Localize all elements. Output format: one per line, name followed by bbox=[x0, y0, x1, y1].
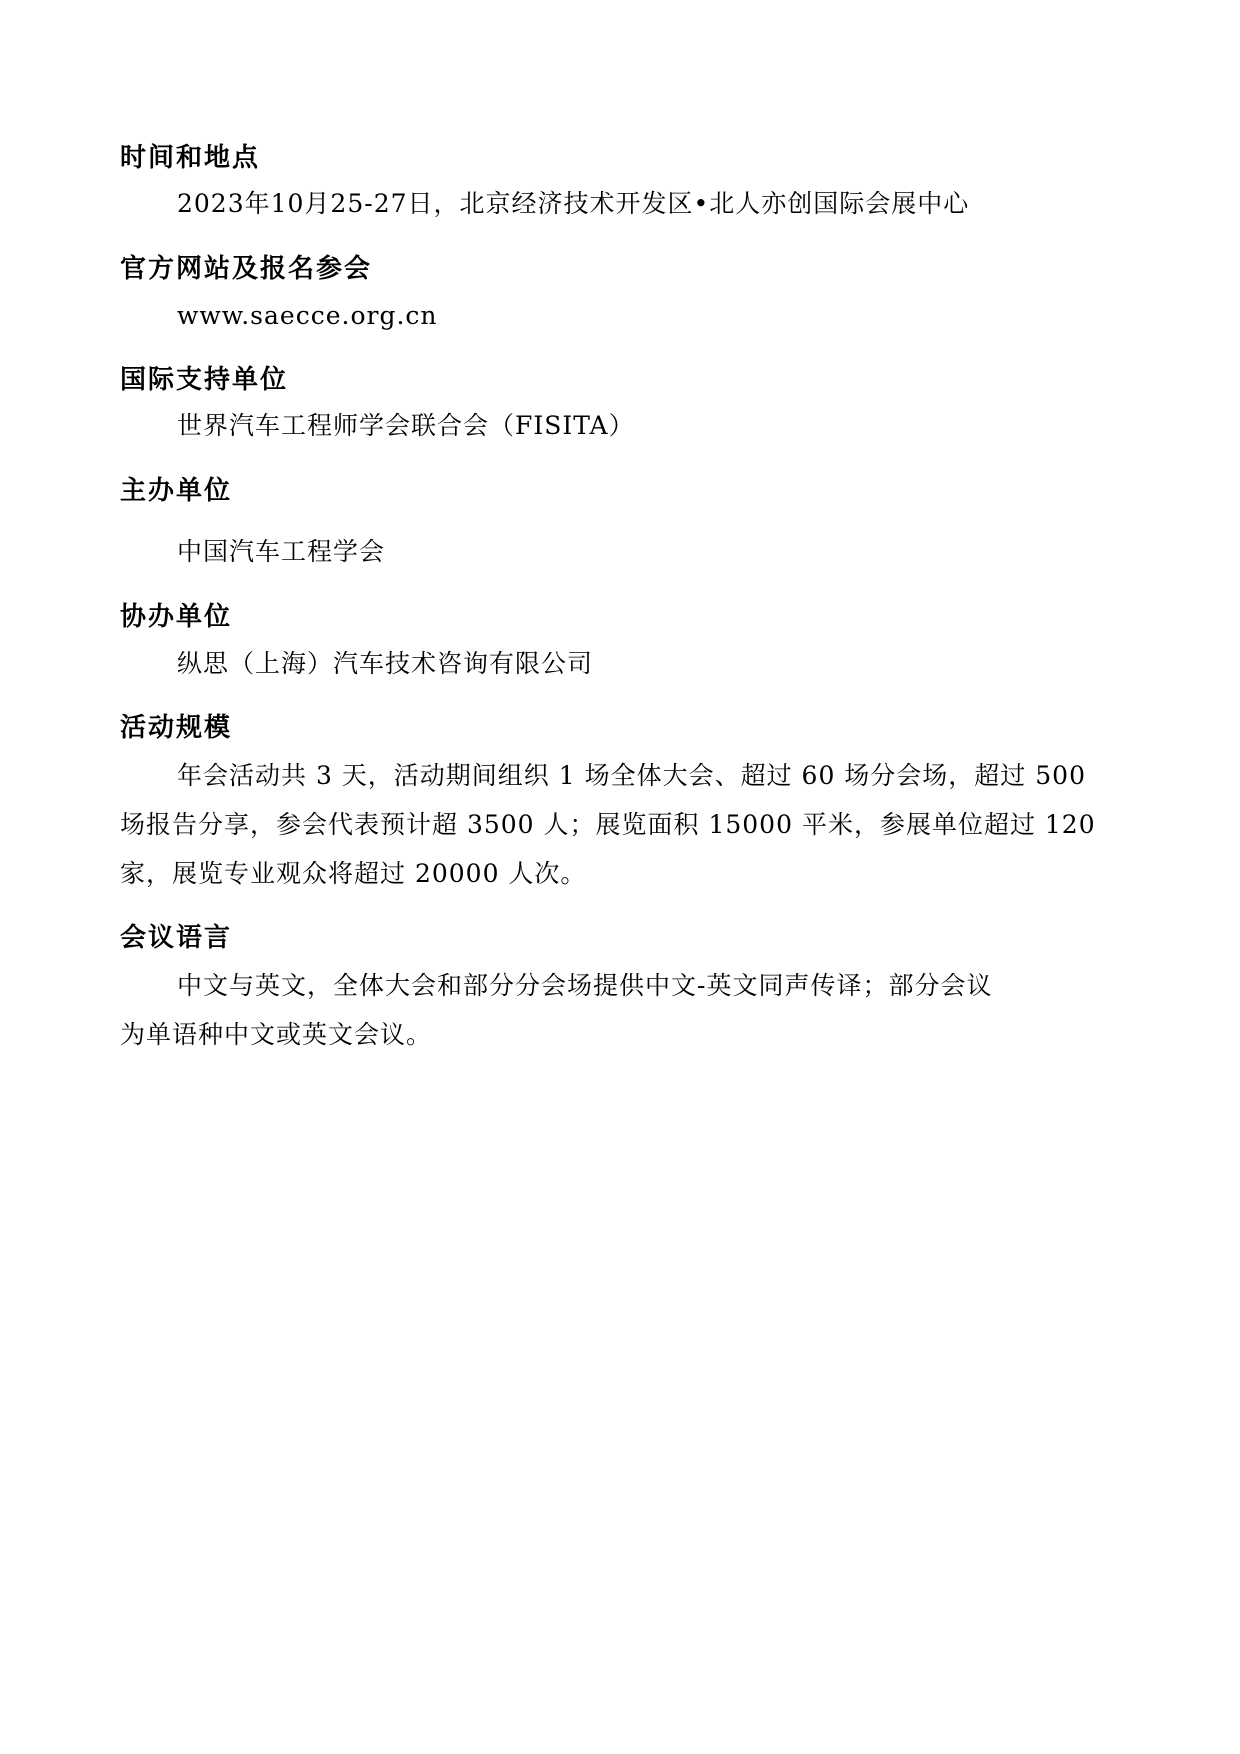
website-text: www.saecce.org.cn bbox=[177, 301, 438, 330]
language-text-line-1: 中文与英文，全体大会和部分分会场提供中文-英文同声传译；部分会议 bbox=[177, 971, 993, 1000]
scale-text-line-3: 家，展览专业观众将超过 20000 人次。 bbox=[120, 859, 587, 888]
language-text-line-2: 为单语种中文或英文会议。 bbox=[120, 1020, 433, 1049]
section-heading-scale: 活动规模 bbox=[120, 713, 233, 743]
co-organizer-text: 纵思（上海）汽车技术咨询有限公司 bbox=[177, 649, 594, 678]
section-heading-time-place: 时间和地点 bbox=[120, 143, 261, 173]
international-support-text: 世界汽车工程师学会联合会（FISITA） bbox=[177, 411, 635, 440]
organizer-text: 中国汽车工程学会 bbox=[177, 537, 386, 566]
scale-text-line-1: 年会活动共 3 天，活动期间组织 1 场全体大会、超过 60 场分会场，超过 500 bbox=[177, 761, 1086, 790]
section-heading-language: 会议语言 bbox=[120, 923, 233, 953]
scale-text-line-2: 场报告分享，参会代表预计超 3500 人；展览面积 15000 平米，参展单位超过 120 bbox=[120, 810, 1096, 839]
section-heading-international-support: 国际支持单位 bbox=[120, 365, 289, 395]
section-heading-co-organizer: 协办单位 bbox=[120, 602, 233, 632]
time-place-text: 2023年10月25-27日，北京经济技术开发区•北人亦创国际会展中心 bbox=[177, 189, 970, 218]
section-heading-website: 官方网站及报名参会 bbox=[120, 254, 373, 284]
section-heading-organizer: 主办单位 bbox=[120, 476, 233, 506]
